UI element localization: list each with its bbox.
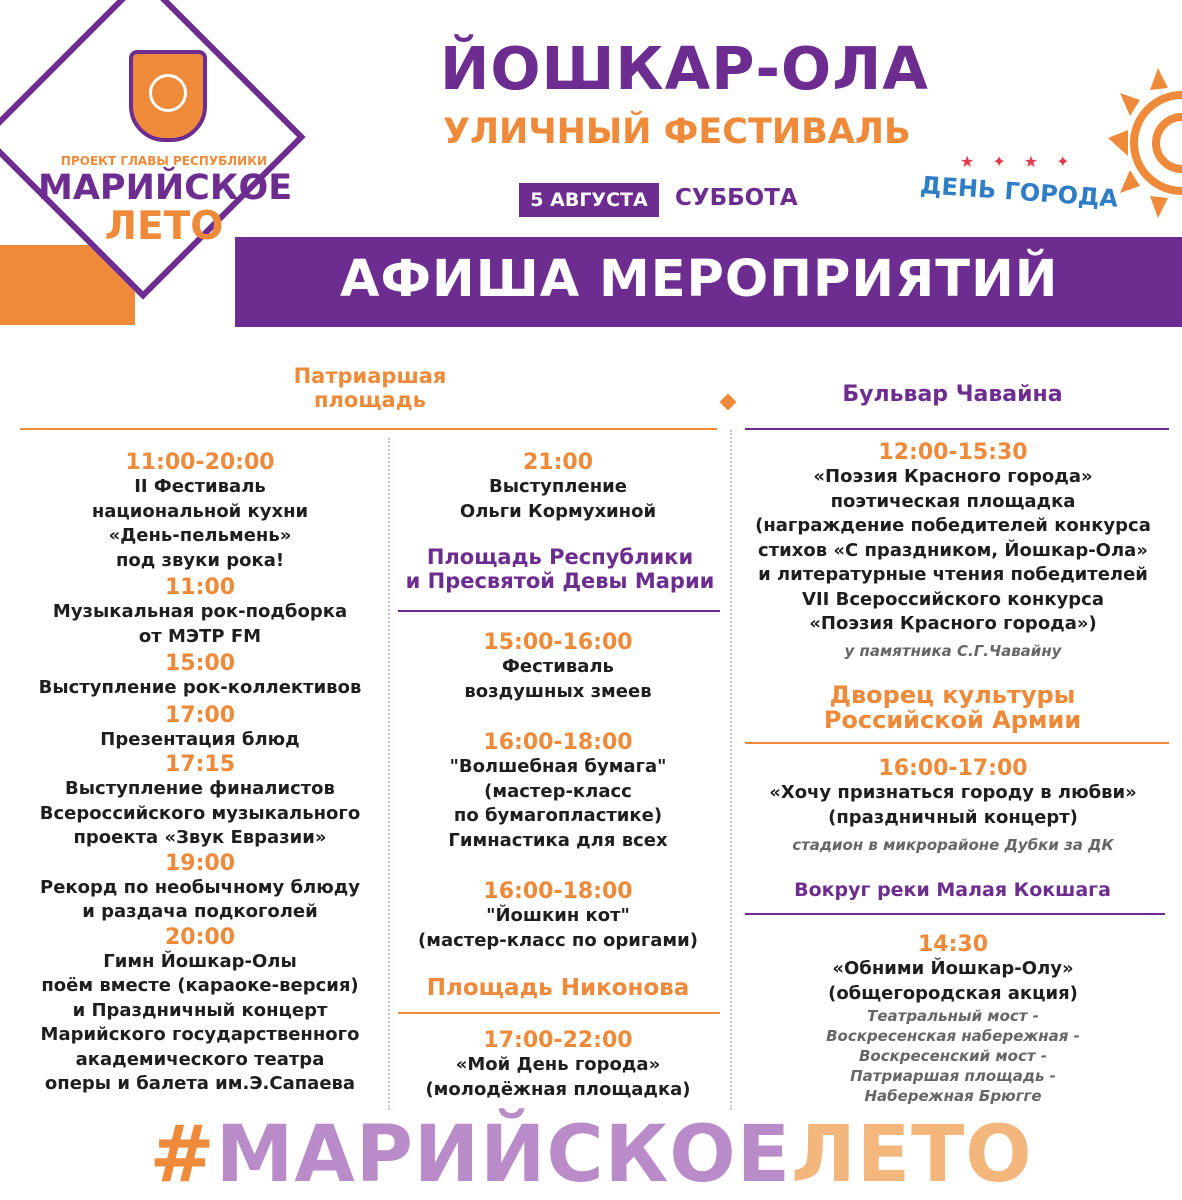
column-divider bbox=[388, 438, 390, 1110]
event: 11:00 Музыкальная рок-подборка от МЭТР FM bbox=[10, 575, 390, 649]
festival-subtitle: УЛИЧНЫЙ ФЕСТИВАЛЬ bbox=[443, 112, 911, 152]
stars-icon: ★✦★✦ bbox=[960, 152, 1088, 171]
event-location: Воскресенская набережная - bbox=[826, 1027, 1080, 1045]
col2-first-event: 21:00 Выступление Ольги Кормухиной bbox=[398, 450, 718, 524]
divider bbox=[745, 913, 1165, 915]
event-time: 16:00-18:00 bbox=[483, 730, 633, 755]
event: 15:00 Выступление рок-коллективов bbox=[10, 651, 390, 701]
column-divider bbox=[730, 430, 732, 1110]
divider bbox=[745, 428, 1169, 430]
divider bbox=[398, 1012, 720, 1014]
event: 20:00 Гимн Йошкар-Олы поём вместе (караоке-версия) и Праздничный концерт Марийского государственного академического театра оперы и балета им.Э.Сапаева bbox=[10, 925, 390, 1097]
event-location: Воскресенский мост - bbox=[858, 1047, 1048, 1065]
event: 16:00-18:00 "Йошкин кот" (мастер-класс по оригами) bbox=[398, 879, 718, 953]
sun-decoration-icon bbox=[1098, 68, 1182, 218]
event-time: 14:30 bbox=[917, 932, 989, 957]
hashtag: #МАРИЙСКОЕЛЕТО bbox=[149, 1110, 1033, 1200]
event-time: 15:00-16:00 bbox=[483, 630, 633, 655]
col3-chavaina-event: 12:00-15:30 «Поэзия Красного города» поэтическая площадка (награждение победителей конкурса стихов «С праздником, Йошкар-Ола» и литературные чтения победителей VII Всероссийского конкурса «Поэзия Красного города») у памятника С.Г.Чавайну bbox=[735, 440, 1171, 661]
col2-events bbox=[398, 630, 718, 953]
event-time: 16:00-18:00 bbox=[483, 879, 633, 904]
event: 15:00-16:00 Фестиваль воздушных змеев bbox=[398, 630, 718, 704]
col3-kokshaga-event: 14:30 «Обними Йошкар-Олу» (общегородская акция) Театральный мост - Воскресенская набережная - Воскресенский мост - Патриаршая площадь - Набережная Брюгге bbox=[735, 932, 1171, 1106]
event-time: 11:00 bbox=[164, 575, 236, 600]
city-day-logo: ДЕНЬ ГОРОДА bbox=[919, 171, 1119, 213]
event-time: 17:00-22:00 bbox=[483, 1028, 633, 1053]
divider bbox=[745, 742, 1169, 744]
section-title-chavaina: Бульвар Чавайна bbox=[842, 382, 1063, 407]
section-title-nikonova: Площадь Никонова bbox=[426, 975, 690, 1001]
section-title-respubliki: Площадь Республики и Пресвятой Девы Марии bbox=[405, 545, 715, 593]
event: 11:00-20:00 II Фестиваль национальной кухни «День-пельмень» под звуки рока! bbox=[10, 450, 390, 573]
event-time: 19:00 bbox=[164, 850, 236, 876]
col1-events bbox=[10, 450, 390, 1097]
event-location: Патриаршая площадь - bbox=[850, 1067, 1056, 1085]
sun-emblem-icon bbox=[129, 50, 207, 142]
event: 19:00 Рекорд по необычному блюду и раздача подкоголей bbox=[10, 851, 390, 925]
event-time: 21:00 bbox=[522, 450, 594, 475]
col2-nikonova-event: 17:00-22:00 «Мой День города» (молодёжная площадка) bbox=[398, 1028, 718, 1102]
col3-dvorec-event: 16:00-17:00 «Хочу признаться городу в любви» (праздничный концерт) стадион в микрорайоне Дубки за ДК bbox=[735, 756, 1171, 855]
section-title-dvorec: Дворец культуры Российской Армии bbox=[823, 681, 1082, 734]
event-location: Театральный мост - bbox=[867, 1007, 1039, 1025]
diamond-bullet-icon bbox=[720, 394, 737, 411]
event-time: 11:00-20:00 bbox=[125, 450, 275, 475]
logo-line-2: ЛЕТО bbox=[104, 204, 224, 249]
weekday-label: СУББОТА bbox=[675, 185, 798, 211]
logo-subtitle: ПРОЕКТ ГЛАВЫ РЕСПУБЛИКИ bbox=[60, 154, 268, 168]
divider bbox=[398, 610, 720, 612]
event-time: 12:00-15:30 bbox=[878, 440, 1028, 465]
date-badge: 5 АВГУСТА bbox=[519, 183, 659, 217]
logo-line-1: МАРИЙСКОЕ bbox=[38, 168, 293, 208]
event-time: 20:00 bbox=[164, 924, 236, 950]
city-title: ЙОШКАР-ОЛА bbox=[440, 34, 929, 103]
event-location: у памятника С.Г.Чавайну bbox=[844, 641, 1062, 660]
event-time: 16:00-17:00 bbox=[878, 756, 1028, 781]
event-time: 17:00 bbox=[164, 702, 236, 728]
event: 17:00 Презентация блюд bbox=[10, 703, 390, 753]
event-time: 17:15 bbox=[164, 752, 236, 777]
divider bbox=[20, 428, 717, 430]
event-location: стадион в микрорайоне Дубки за ДК bbox=[792, 836, 1114, 854]
event-time: 15:00 bbox=[164, 651, 236, 676]
section-title-kokshaga: Вокруг реки Малая Кокшага bbox=[794, 879, 1111, 901]
section-title-patriarshaya: Патриаршая площадь bbox=[293, 364, 447, 412]
page-title: АФИША МЕРОПРИЯТИЙ bbox=[340, 250, 1059, 309]
event: 17:15 Выступление финалистов Всероссийского музыкального проекта «Звук Евразии» bbox=[10, 752, 390, 851]
event-location: Набережная Брюгге bbox=[864, 1087, 1042, 1105]
event: 16:00-18:00 "Волшебная бумага" (мастер-класс по бумагопластике) Гимнастика для всех bbox=[398, 730, 718, 853]
